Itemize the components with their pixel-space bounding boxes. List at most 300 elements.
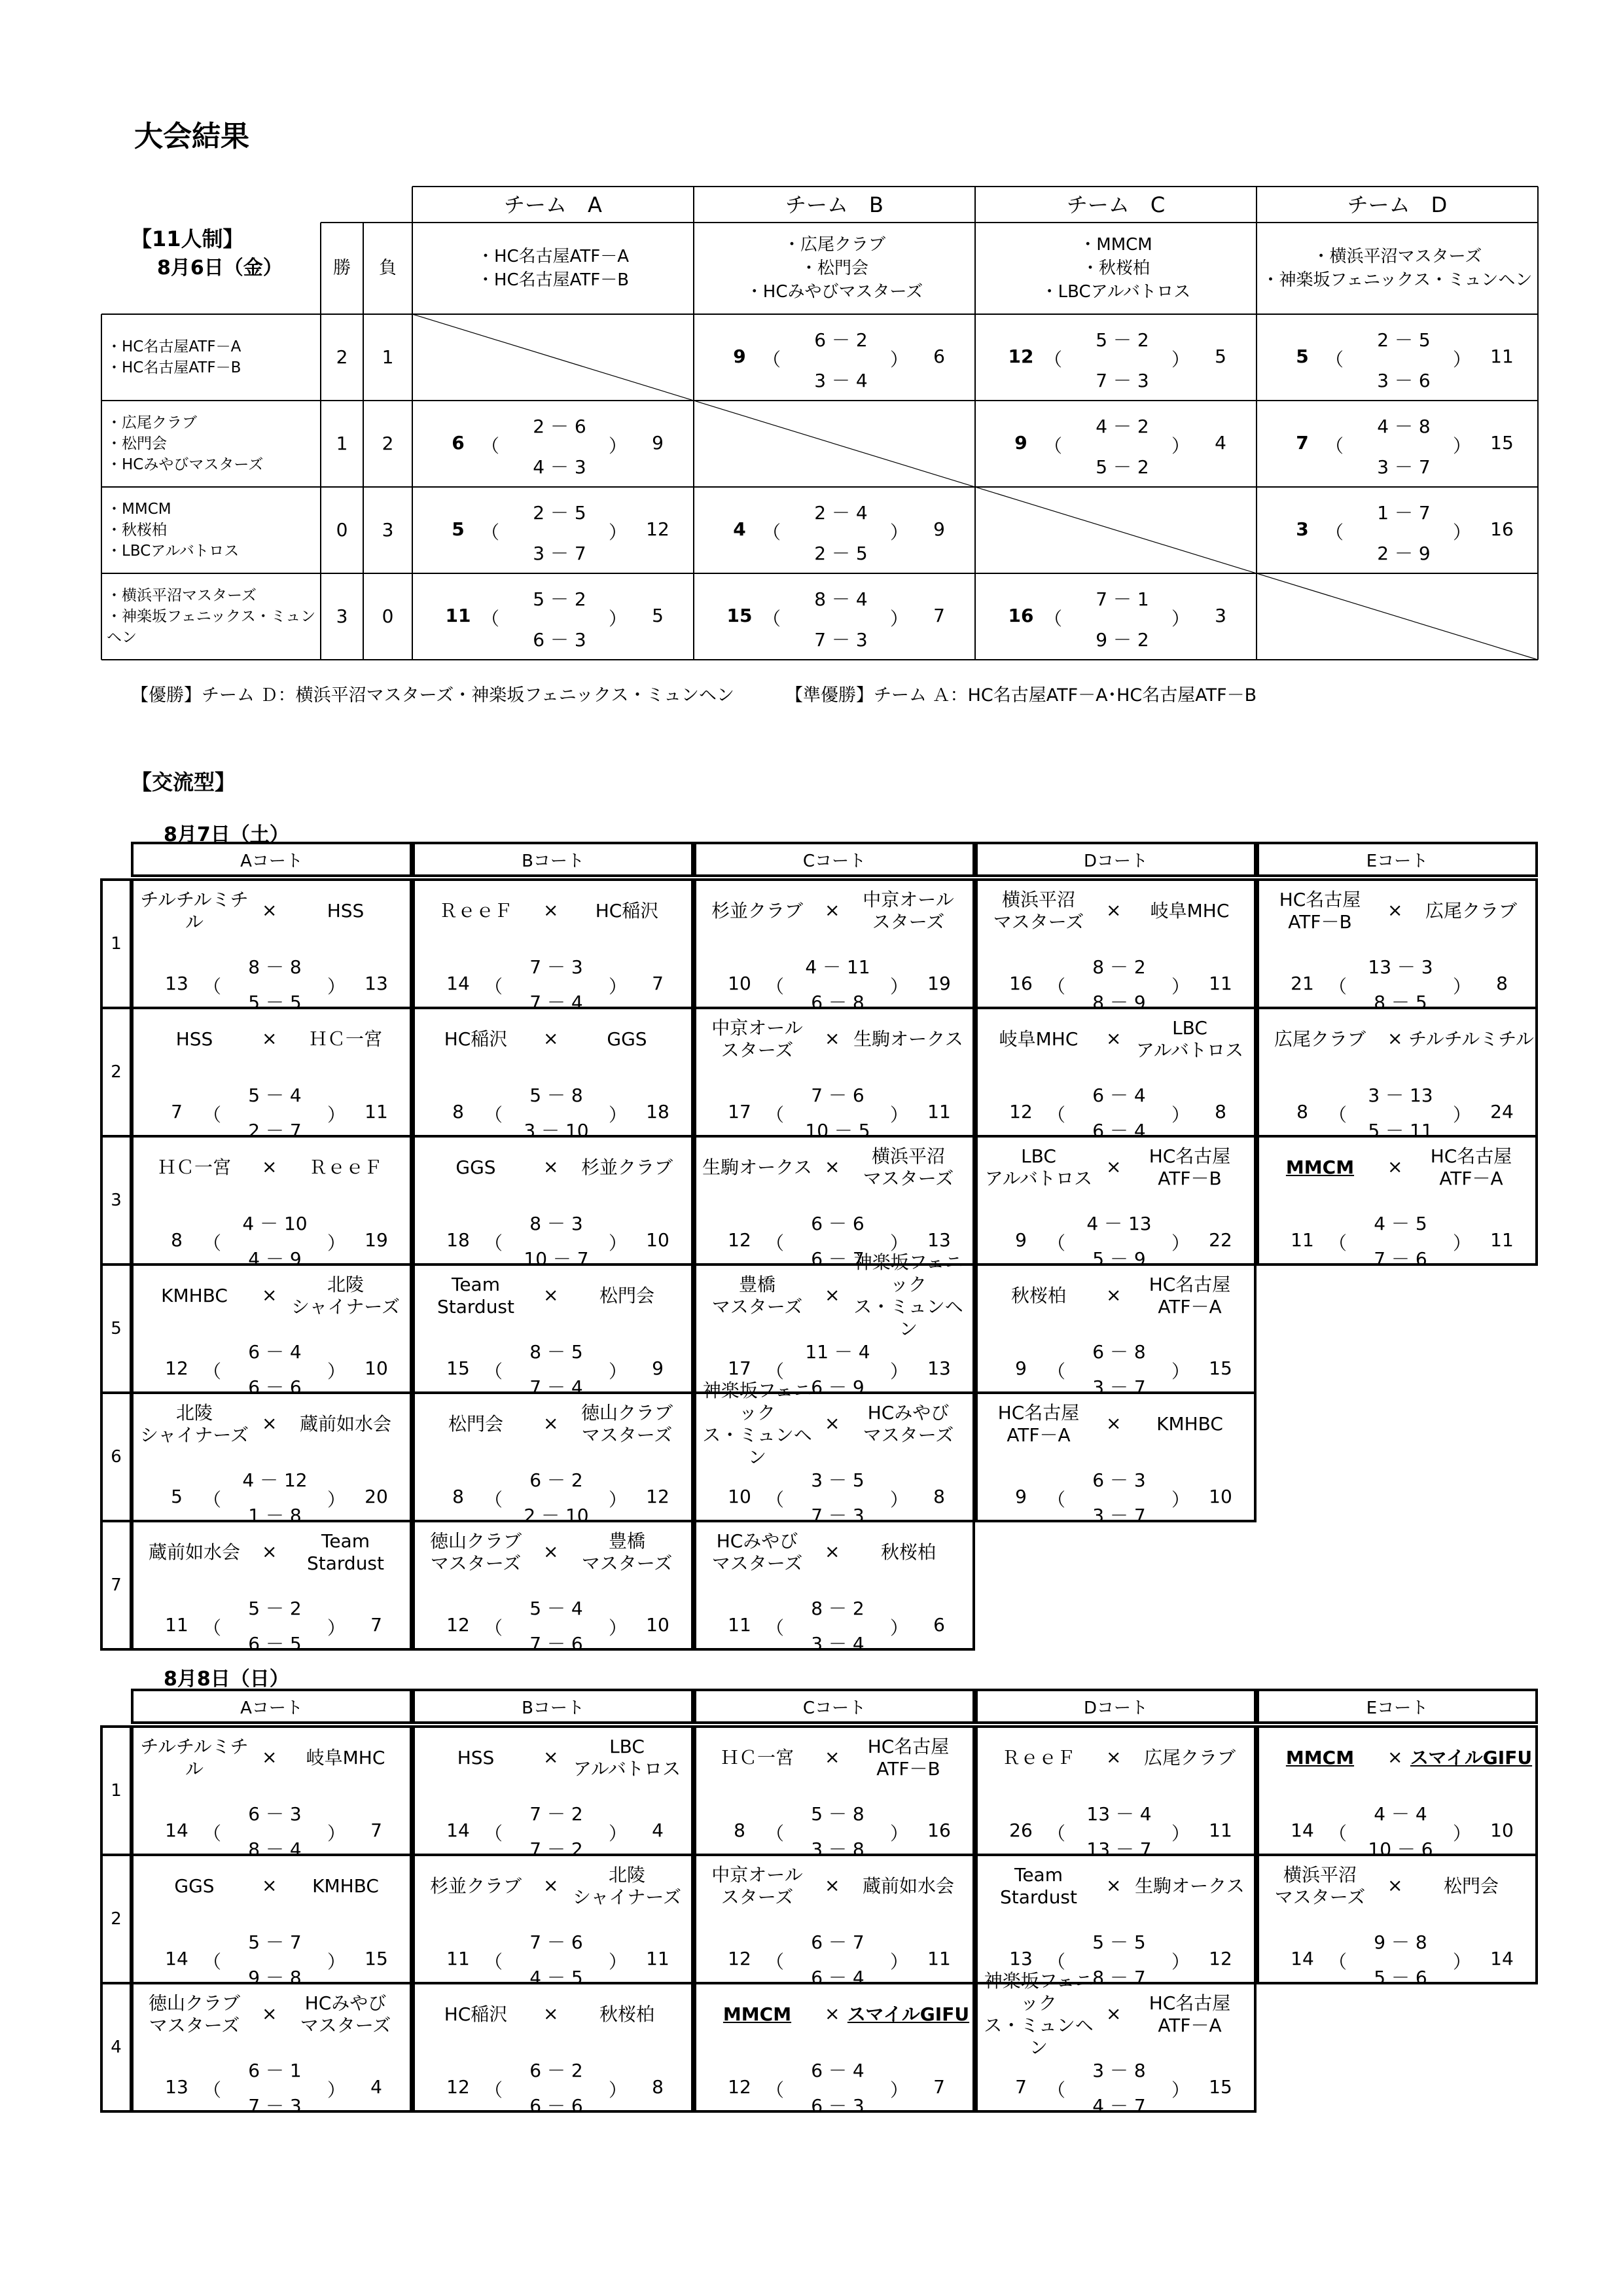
versus-mark: × [543,1412,559,1434]
team-name-line: 秋桜柏 [599,2003,654,2025]
total-left: 12 [728,1229,751,1251]
half1-score: 1 － 7 [1377,502,1431,524]
versus-mark: × [1106,1412,1122,1434]
half2-score: 3 － 7 [1092,1505,1146,1526]
member-name: ・神楽坂フェニックス・ミュンヘン [1262,270,1533,290]
total-left: 17 [728,1357,751,1379]
team-name-line: 蔵前如水会 [299,1413,391,1435]
team2-name [283,1986,408,2043]
versus-mark: × [1387,1746,1403,1768]
half2-score: 3 － 6 [1377,370,1431,391]
versus-mark: × [825,1541,840,1562]
paren-close: ） [609,1617,628,1639]
total-right: 19 [365,1229,388,1251]
paren-close: ） [1453,522,1472,543]
team-name-line: ス・ミュンヘン [702,1424,812,1468]
half1-score: 4 － 4 [1374,1803,1427,1825]
team1-name [695,1857,819,1915]
team-name-line: チルチルミチル [140,889,249,933]
half1-score: 6 － 2 [529,2060,583,2081]
half2-score: 8 － 7 [1092,1967,1146,1988]
half2-score: 2 － 5 [814,543,868,564]
loss-count: 2 [382,433,394,454]
total-left: 18 [446,1229,470,1251]
total-right: 11 [1490,346,1514,367]
team-name-line: 神楽坂フェニック [702,1380,812,1424]
team2-name [564,1729,690,1787]
team-name-line: スターズ [721,1039,794,1061]
paren-close: ） [1453,1823,1472,1844]
team-name-line: 秋桜柏 [1010,1285,1066,1306]
paren-open: （ [766,1104,785,1126]
team-name-line: 岐阜MHC [999,1028,1079,1050]
paren-close: ） [890,1823,909,1844]
row-member-name: ・横浜平沼マスターズ [107,587,257,604]
team-name-line: HC稲沢 [595,900,659,922]
total-left: 14 [1291,1820,1314,1841]
team-header: チーム C [1066,192,1166,217]
total-right: 13 [927,1357,951,1379]
total-left: 9 [1015,1486,1027,1507]
paren-open: （ [484,1232,503,1254]
team-name-line: MMCM [722,2003,792,2025]
paren-close: ） [1171,976,1190,997]
team-name-line: ATF－A [1158,1296,1222,1318]
total-right: 15 [1209,1357,1232,1379]
team2-name [846,1729,971,1787]
half1-score: 8 － 2 [1092,956,1146,978]
round-number: 1 [111,934,122,954]
paren-open: （ [1325,349,1344,370]
total-right: 9 [933,518,945,540]
runner-up-note: 【準優勝】チーム Ａ：HC名古屋ATF－A･HC名古屋ATF－B [785,685,1257,706]
half1-score: 6 － 4 [248,1341,302,1363]
team-name-line: ＨＣ一宮 [720,1747,794,1768]
versus-mark: × [1106,899,1122,921]
total-left: 9 [1014,432,1027,454]
total-left: 12 [728,1948,751,1969]
paren-close: ） [890,608,909,630]
paren-close: ） [890,1617,909,1639]
team-name-line: 中京オール [863,889,954,910]
half1-score: 9 － 8 [1374,1931,1427,1953]
paren-close: ） [609,976,628,997]
versus-mark: × [262,1746,277,1768]
paren-open: （ [762,349,781,370]
half1-score: 5 － 2 [1096,329,1149,351]
team1-name [1258,1729,1382,1787]
total-right: 4 [1215,432,1226,454]
total-left: 8 [452,1486,464,1507]
paren-close: ） [890,1361,909,1382]
total-left: 12 [165,1357,188,1379]
paren-close: ） [890,1104,909,1126]
paren-close: ） [1171,1104,1190,1126]
total-left: 5 [171,1486,183,1507]
team-name-line: ATF－B [1158,1168,1222,1189]
paren-open: （ [766,976,785,997]
member-name: ・LBCアルバトロス [1041,282,1191,302]
team-name-line: 秋桜柏 [880,1541,936,1563]
half1-score: 6 － 6 [811,1213,865,1234]
total-left: 16 [1008,605,1034,626]
team2-name [1127,1986,1253,2043]
paren-close: ） [1171,1361,1190,1382]
total-left: 16 [1009,973,1033,994]
paren-close: ） [1171,2079,1190,2101]
half1-score: 7 － 2 [529,1803,583,1825]
team-name-line: LBC [1172,1017,1207,1039]
versus-mark: × [825,1874,840,1896]
team-name-line: 広尾クラブ [1274,1028,1366,1050]
team-name-line: HC稲沢 [444,1028,508,1050]
team1-name [1258,1857,1382,1915]
member-name: ・秋桜柏 [1081,259,1150,278]
team1-name [132,1986,257,2043]
team-name-line: Team [321,1530,370,1552]
paren-open: （ [1325,435,1344,457]
team-name-line: シャイナーズ [139,1424,249,1446]
team-name-line: 北陵 [327,1274,364,1295]
half1-score: 7 － 6 [529,1931,583,1953]
half1-score: 5 － 7 [248,1931,302,1953]
paren-close: ） [890,349,909,370]
team-name-line: HSS [457,1747,495,1768]
loss-count: 1 [382,346,394,368]
paren-open: （ [766,2079,785,2101]
team-name-line: HC稲沢 [444,2003,508,2025]
paren-open: （ [1044,435,1063,457]
paren-open: （ [481,435,500,457]
total-left: 13 [1009,1948,1033,1969]
paren-close: ） [1453,435,1472,457]
team-name-line: KMHBC [161,1285,228,1306]
team-name-line: ATF－B [1288,911,1352,933]
half1-score: 2 － 5 [533,502,586,524]
total-left: 9 [1015,1229,1027,1251]
total-left: 12 [446,2076,470,2098]
team1-name [414,1729,538,1787]
paren-open: （ [203,1823,222,1844]
versus-mark: × [543,899,559,921]
exchange-label: 【交流型】 [131,770,236,795]
paren-close: ） [890,1951,909,1973]
versus-mark: × [1106,1028,1122,1049]
paren-open: （ [203,976,222,997]
versus-mark: × [1106,2003,1122,2024]
paren-close: ） [1171,1232,1190,1254]
team-name-line: ＲｅｅＦ [1001,1747,1075,1768]
half1-score: 8 － 4 [814,588,868,610]
team-name-line: 北陵 [175,1402,213,1424]
round-number: 4 [111,2037,122,2057]
half2-score: 6 － 9 [811,1376,865,1398]
team-name-line: HC名古屋 [1149,1992,1231,2014]
paren-open: （ [484,1361,503,1382]
half2-score: 5 － 6 [1374,1967,1427,1988]
team2-name [1127,1729,1253,1787]
team1-name [695,1729,819,1787]
court-header: Cコート [802,851,866,871]
versus-mark: × [825,1028,840,1049]
paren-close: ） [890,1489,909,1511]
total-right: 8 [652,2076,664,2098]
half2-score: 7 － 2 [529,1839,583,1860]
total-right: 7 [370,1614,382,1636]
half1-score: 4 － 11 [805,956,870,978]
half2-score: 6 － 6 [248,1376,302,1398]
team-name-line: マスターズ [430,1552,522,1574]
total-left: 9 [733,346,746,367]
half2-score: 4 － 7 [1092,2095,1146,2117]
team-name-line: 神楽坂フェニック [984,1970,1094,2014]
half1-score: 3 － 5 [811,1469,865,1491]
half2-score: 3 － 10 [524,1120,589,1141]
total-right: 9 [652,1357,664,1379]
half2-score: 5 － 9 [1092,1248,1146,1270]
half1-score: 4 － 5 [1374,1213,1427,1234]
paren-open: （ [1047,1361,1066,1382]
total-left: 7 [1015,2076,1027,2098]
half2-score: 4 － 5 [529,1967,583,1988]
team1-name [132,1857,257,1915]
team2-name [283,1729,408,1787]
total-left: 11 [445,605,471,626]
team-name-line: ス・ミュンヘン [853,1296,963,1340]
versus-mark: × [262,1284,277,1306]
paren-close: ） [890,976,909,997]
total-left: 10 [728,973,751,994]
team-name-line: マスターズ [863,1168,954,1189]
team-name-line: 豊橋 [738,1274,776,1295]
win-count: 0 [336,519,348,541]
paren-open: （ [766,1489,785,1511]
team-name-line: Stardust [999,1886,1077,1908]
team-name-line: 杉並クラブ [429,1875,522,1897]
row-member-name: ・松門会 [107,435,167,452]
paren-open: （ [1044,349,1063,370]
team-name-line: 中京オール [711,1864,803,1886]
versus-mark: × [262,1874,277,1896]
half1-score: 4 － 10 [242,1213,308,1234]
paren-open: （ [766,1823,785,1844]
total-left: 9 [1015,1357,1027,1379]
total-left: 8 [171,1229,183,1251]
team2-name [1408,1729,1534,1787]
team-name-line: HC名古屋 [1279,889,1361,910]
half1-score: 4 － 12 [242,1469,308,1491]
paren-close: ） [1453,1104,1472,1126]
half1-score: 6 － 4 [1092,1085,1146,1106]
total-left: 26 [1009,1820,1033,1841]
row-member-name: ・広尾クラブ [107,414,197,431]
half1-score: 5 － 5 [1092,1931,1146,1953]
team-name-line: MMCM [1285,1157,1355,1178]
team-name-line: 中京オール [711,1017,803,1039]
row-member-name: ・HC名古屋ATF－A [107,338,241,355]
team-name-line: マスターズ [581,1424,673,1446]
total-right: 5 [652,605,664,626]
team-name-line: 生駒オークス [1135,1875,1245,1897]
total-right: 10 [646,1229,669,1251]
loss-count: 0 [382,605,394,627]
team-name-line: 岐阜MHC [1150,900,1230,922]
total-right: 13 [365,973,388,994]
paren-open: （ [1047,1232,1066,1254]
versus-mark: × [825,1156,840,1177]
team-header: チーム B [785,192,883,217]
half1-score: 8 － 5 [529,1341,583,1363]
half2-score: 9 － 8 [248,1967,302,1988]
team-name-line: HCみやび [716,1530,798,1552]
half2-score: 2 － 9 [1377,543,1431,564]
half1-score: 3 － 13 [1368,1085,1433,1106]
paren-open: （ [1329,1232,1347,1254]
versus-mark: × [262,2003,277,2024]
paren-open: （ [484,1617,503,1639]
team-name-line: マスターズ [993,911,1084,933]
paren-close: ） [890,522,909,543]
team-name-line: 生駒オークス [702,1157,812,1178]
member-name: ・MMCM [1079,235,1152,255]
team1-name [414,1857,538,1915]
team-name-line: ＨＣ一宮 [308,1028,382,1050]
row-member-name: ・MMCM [107,501,171,518]
paren-close: ） [609,608,628,630]
versus-mark: × [1387,899,1403,921]
half2-score: 7 － 6 [529,1633,583,1655]
total-right: 15 [1490,432,1514,454]
versus-mark: × [825,1412,840,1434]
team-name-line: スマイルGIFU [847,2003,970,2025]
champion-note: 【優勝】チーム Ｄ：横浜平沼マスターズ・神楽坂フェニックス・ミュンヘン [131,685,734,706]
half1-score: 7 － 6 [811,1085,865,1106]
win-count: 3 [336,605,348,627]
total-left: 12 [1009,1101,1033,1122]
round-number: 3 [111,1191,122,1210]
half2-score: 5 － 2 [1096,456,1149,478]
half1-score: 6 － 8 [1092,1341,1146,1363]
versus-mark: × [262,899,277,921]
half2-score: 13 － 7 [1086,1839,1152,1860]
team-name-line: 広尾クラブ [1143,1747,1236,1768]
half2-score: 6 － 4 [811,1967,865,1988]
row-member-name: ・HC名古屋ATF－B [107,359,241,376]
day2-date: 8月8日（日） [164,1668,289,1691]
team-name-line: Stardust [437,1296,514,1318]
row-member-name: ・秋桜柏 [107,522,167,539]
half2-score: 2 － 10 [524,1505,589,1526]
versus-mark: × [543,1541,559,1562]
paren-close: ） [1171,435,1190,457]
team-name-line: 横浜平沼 [1001,889,1075,910]
team2-name [846,1986,971,2043]
team-name-line: 横浜平沼 [1283,1864,1357,1886]
total-left: 15 [446,1357,470,1379]
member-name: ・HCみやびマスターズ [745,282,923,302]
half1-score: 5 － 8 [811,1803,865,1825]
half2-score: 6 － 7 [811,1248,865,1270]
total-left: 12 [446,1614,470,1636]
total-right: 15 [1209,2076,1232,2098]
half1-score: 2 － 4 [814,502,868,524]
half1-score: 6 － 3 [248,1803,302,1825]
team-name-line: マスターズ [581,1552,673,1574]
team-name-line: スターズ [721,1886,794,1908]
paren-close: ） [327,2079,346,2101]
versus-mark: × [543,2003,559,2024]
team-name-line: マスターズ [300,2015,391,2036]
half2-score: 3 － 7 [1377,456,1431,478]
half2-score: 8 － 9 [1092,992,1146,1013]
half1-score: 6 － 3 [1092,1469,1146,1491]
team-name-line: 徳山クラブ [580,1402,673,1424]
total-left: 6 [452,432,465,454]
half2-score: 5 － 5 [248,992,302,1013]
member-name: ・HC名古屋ATF－A [476,247,630,266]
win-count: 1 [336,433,348,454]
half2-score: 10 － 6 [1368,1839,1433,1860]
total-right: 6 [933,1614,945,1636]
half1-score: 4 － 8 [1377,416,1431,437]
paren-open: （ [484,2079,503,2101]
team-name-line: スマイルGIFU [1410,1747,1533,1768]
section-11-label: 【11人制】 [131,226,244,251]
loss-count: 3 [382,519,394,541]
paren-close: ） [609,1951,628,1973]
half1-score: 5 － 4 [529,1598,583,1619]
paren-open: （ [766,1361,785,1382]
team-name-line: HCみやび [304,1992,387,2014]
team-name-line: 岐阜MHC [306,1747,385,1768]
team-name-line: GGS [455,1157,496,1178]
round-number: 7 [111,1575,122,1595]
team-name-line: 生駒オークス [853,1028,963,1050]
team2-name [1127,1857,1253,1915]
half1-score: 4 － 2 [1096,416,1149,437]
total-left: 14 [446,1820,470,1841]
total-right: 20 [365,1486,388,1507]
half2-score: 6 － 8 [811,992,865,1013]
half1-score: 7 － 3 [529,956,583,978]
paren-open: （ [203,1361,222,1382]
half2-score: 6 － 3 [533,629,586,651]
paren-open: （ [766,1951,785,1973]
total-right: 4 [652,1820,664,1841]
versus-mark: × [1387,1028,1403,1049]
team-name-line: HC名古屋 [1149,1145,1231,1167]
versus-mark: × [1387,1156,1403,1177]
member-name: ・広尾クラブ [783,235,885,255]
total-left: 11 [728,1614,751,1636]
paren-open: （ [484,1104,503,1126]
team-name-line: Team [1014,1864,1063,1886]
court-header: Dコート [1083,851,1149,871]
paren-close: ） [1453,1951,1472,1973]
total-left: 7 [171,1101,183,1122]
total-left: 11 [446,1948,470,1969]
team1-name [976,1970,1101,2058]
paren-close: ） [609,435,628,457]
total-right: 8 [1215,1101,1226,1122]
total-left: 14 [1291,1948,1314,1969]
court-header: Bコート [522,851,584,871]
total-right: 11 [1209,1820,1232,1841]
team-name-line: 蔵前如水会 [148,1541,240,1563]
team2-name [564,1857,690,1915]
team1-name [976,1857,1101,1915]
paren-open: （ [481,522,500,543]
